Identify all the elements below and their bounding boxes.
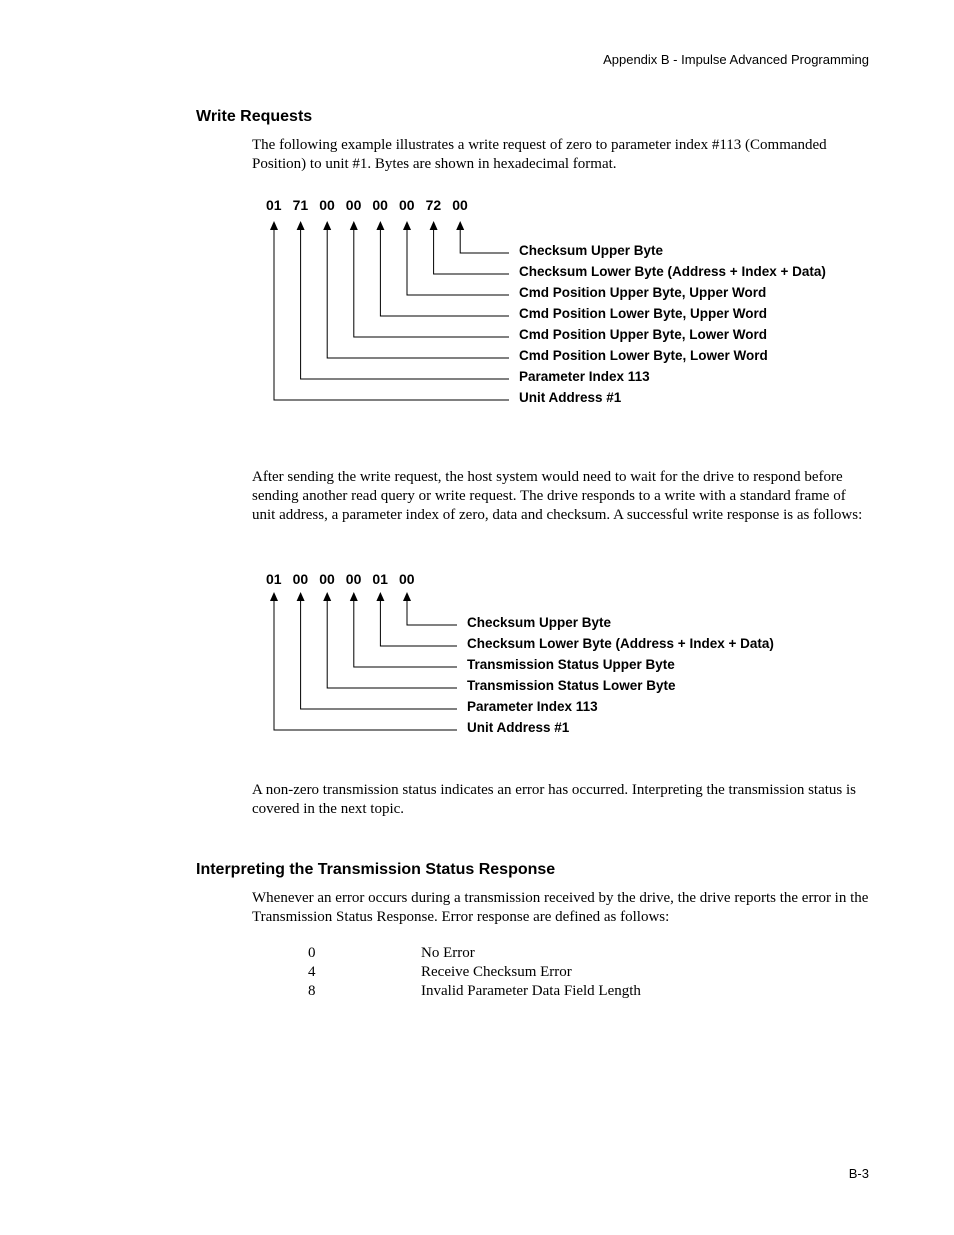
byte-label: Cmd Position Lower Byte, Lower Word: [519, 348, 768, 363]
arrow-head-icon: [297, 592, 305, 601]
connector-line: [380, 600, 457, 646]
hex-byte: 00: [319, 197, 335, 213]
byte-label: Cmd Position Lower Byte, Upper Word: [519, 306, 768, 321]
error-meaning: Receive Checksum Error: [421, 964, 572, 980]
hex-byte: 00: [452, 197, 468, 213]
arrow-head-icon: [323, 592, 331, 601]
byte-label: Transmission Status Upper Byte: [467, 657, 675, 672]
byte-label: Checksum Upper Byte: [519, 243, 664, 258]
byte-label: Checksum Upper Byte: [467, 615, 612, 630]
hex-byte: 01: [372, 571, 388, 587]
transmission-status-intro: Whenever an error occurs during a transmission received by the drive, the drive reports the error in the Transmission Status Response. Error response are defined as follows:: [252, 890, 869, 925]
byte-label: Cmd Position Upper Byte, Upper Word: [519, 285, 767, 300]
hex-byte: 71: [292, 197, 309, 213]
error-code: 4: [308, 964, 316, 980]
hex-byte: 00: [345, 571, 362, 587]
hex-byte: 00: [399, 571, 415, 587]
arrow-head-icon: [376, 592, 384, 601]
byte-label: Parameter Index 113: [519, 369, 650, 384]
byte-label: Unit Address #1: [467, 720, 570, 735]
arrow-head-icon: [403, 592, 411, 601]
arrow-head-icon: [350, 592, 358, 601]
byte-label: Unit Address #1: [519, 390, 622, 405]
hex-byte: 00: [345, 197, 362, 213]
error-code: 0: [308, 945, 316, 961]
connector-line: [354, 600, 457, 667]
page-number: B-3: [848, 1166, 869, 1181]
byte-label: Parameter Index 113: [467, 699, 598, 714]
hex-byte: 01: [266, 571, 282, 587]
connector-line: [274, 600, 457, 730]
running-header: Appendix B - Impulse Advanced Programming: [603, 52, 869, 67]
error-meaning: No Error: [421, 945, 475, 961]
byte-label: Checksum Lower Byte (Address + Index + Data): [519, 264, 826, 279]
connector-line: [327, 600, 457, 688]
error-code: 8: [308, 983, 316, 999]
write-response-explanation: After sending the write request, the host system would need to wait for the drive to respond before sending another read query or write request. The drive responds to a write with a standard frame of unit address, a parameter index of zero, data and checksum. A successful write response is as follows:: [252, 469, 863, 523]
write-request-intro: The following example illustrates a write request of zero to parameter index #113 (Commanded Position) to unit #1. Bytes are shown in hexadecimal format.: [252, 137, 827, 172]
error-meaning: Invalid Parameter Data Field Length: [421, 983, 641, 999]
connector-line: [301, 600, 457, 709]
hex-byte: 00: [292, 571, 309, 587]
status-note: A non-zero transmission status indicates an error has occurred. Interpreting the transmission status is covered in the next topic.: [252, 782, 857, 817]
byte-label: Checksum Lower Byte (Address + Index + Data): [467, 636, 774, 651]
byte-label: Cmd Position Upper Byte, Lower Word: [519, 327, 768, 342]
connector-line: [407, 600, 457, 625]
hex-byte: 00: [319, 571, 335, 587]
section-heading-transmission-status: Interpreting the Transmission Status Response: [196, 861, 556, 878]
byte-label: Transmission Status Lower Byte: [467, 678, 676, 693]
section-heading-write-requests: Write Requests: [196, 108, 313, 125]
arrow-head-icon: [270, 592, 278, 601]
hex-byte: 00: [372, 197, 388, 213]
hex-byte: 72: [425, 197, 442, 213]
hex-byte: 01: [266, 197, 282, 213]
hex-byte: 00: [399, 197, 415, 213]
